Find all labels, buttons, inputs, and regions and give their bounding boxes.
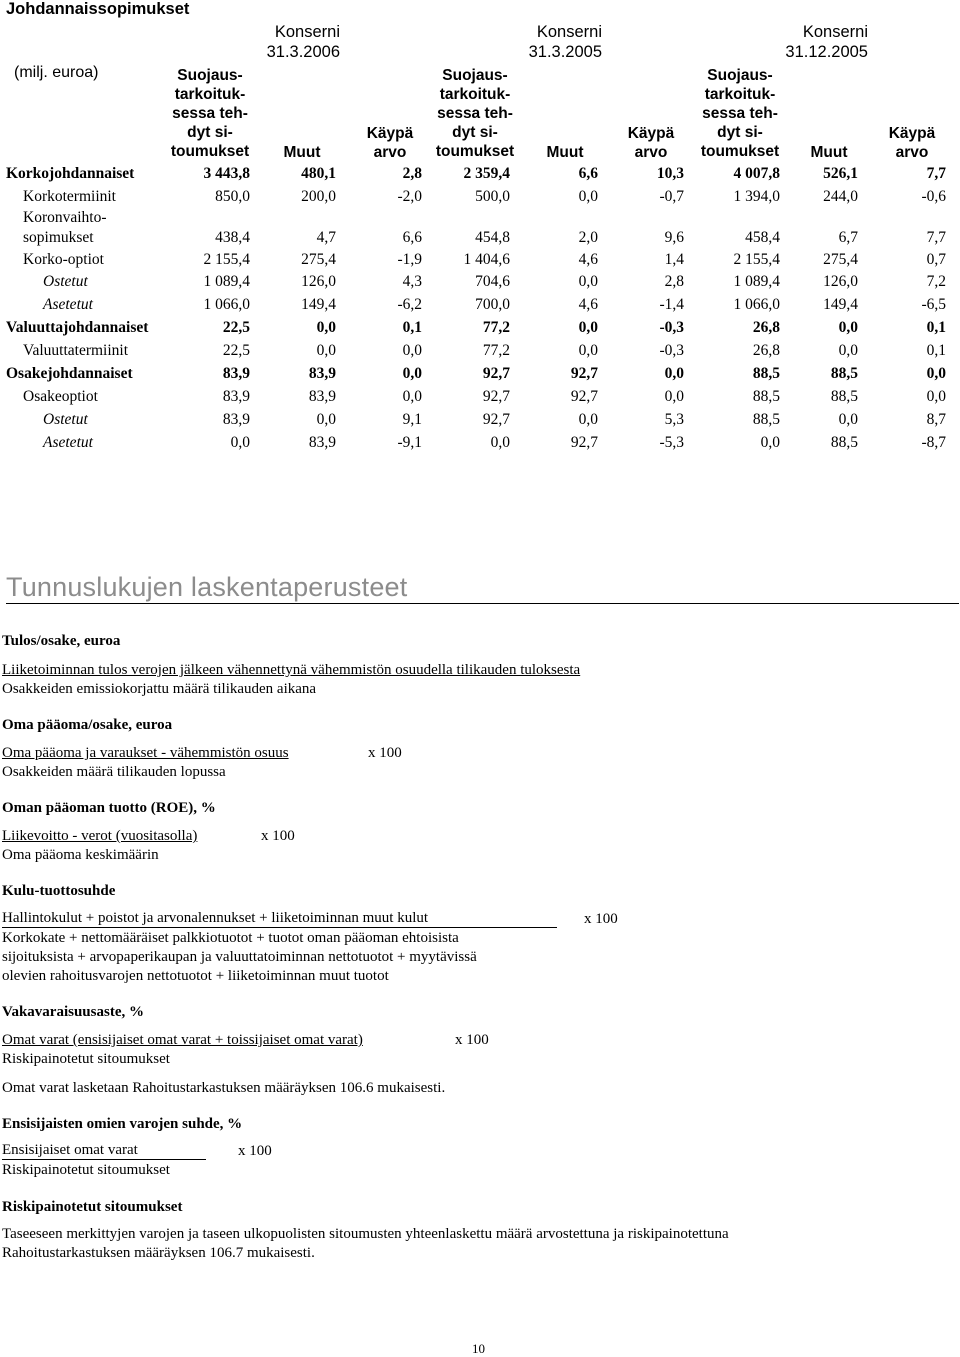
group-header-3	[768, 22, 868, 62]
equity-per-share-heading: Oma pääoma/osake, euroa	[2, 717, 173, 733]
table-cell: 92,7	[482, 365, 510, 382]
group-date: 31.3.2005	[528, 43, 602, 61]
table-cell: 83,9	[222, 411, 250, 428]
table-cell: 149,4	[823, 296, 858, 313]
table-cell: 149,4	[301, 296, 336, 313]
row-label: Asetetut	[43, 296, 93, 313]
table-cell: 1 404,6	[463, 251, 510, 268]
table-cell: 0,0	[926, 388, 946, 405]
table-cell: 4,7	[316, 229, 336, 246]
equity-per-share-numerator: Oma pääoma ja varaukset - vähemmistön osuus	[2, 745, 289, 761]
table-cell: 88,5	[752, 365, 780, 382]
table-cell: 0,0	[838, 411, 858, 428]
table-cell: 6,6	[402, 229, 422, 246]
table-cell: 22,5	[222, 319, 250, 336]
table-cell: 200,0	[301, 188, 336, 205]
table-cell: -5,3	[659, 434, 684, 451]
row-label: Korkotermiinit	[23, 188, 116, 205]
table-cell: 0,1	[402, 319, 422, 336]
table-cell: -9,1	[397, 434, 422, 451]
table-cell: 6,6	[578, 165, 598, 182]
table-cell: 0,0	[316, 342, 336, 359]
table-cell: -0,3	[659, 319, 684, 336]
roe-multiplier: x 100	[261, 828, 295, 844]
table-cell: -6,2	[397, 296, 422, 313]
table-cell: 0,7	[926, 251, 946, 268]
row-label: Korkojohdannaiset	[6, 165, 135, 182]
table-cell: 5,3	[664, 411, 684, 428]
column-header-other: Muut	[546, 144, 584, 161]
tier1-denominator: Riskipainotetut sitoumukset	[2, 1162, 170, 1178]
table-cell: 4,6	[578, 296, 598, 313]
roe-heading: Oman pääoman tuotto (ROE), %	[2, 800, 216, 816]
table-cell: -0,6	[921, 188, 946, 205]
table-cell: -2,0	[397, 188, 422, 205]
table-cell: 4,6	[578, 251, 598, 268]
table-cell: 88,5	[752, 411, 780, 428]
table-cell: 0,0	[664, 365, 684, 382]
table-cell: 850,0	[215, 188, 250, 205]
table-cell: 0,0	[838, 342, 858, 359]
table-cell: -8,7	[921, 434, 946, 451]
table-cell: 92,7	[570, 388, 598, 405]
table-cell: 1 394,0	[733, 188, 780, 205]
table-cell: 1 089,4	[733, 273, 780, 290]
table-cell: 83,9	[308, 365, 336, 382]
column-header-hedging: Suojaus- tarkoituk- sessa teh- dyt si- toumukset	[700, 67, 780, 160]
tier1-multiplier: x 100	[238, 1143, 272, 1159]
table-cell: 0,0	[578, 273, 598, 290]
roe-numerator: Liikevoitto - verot (vuositasolla)	[2, 828, 198, 844]
table-cell: 0,0	[230, 434, 250, 451]
table-cell: 92,7	[482, 388, 510, 405]
table-cell: 0,1	[926, 319, 946, 336]
table-cell: 275,4	[301, 251, 336, 268]
row-label: Osakeoptiot	[23, 388, 98, 405]
table-cell: 0,0	[490, 434, 510, 451]
table-cell: 0,0	[316, 411, 336, 428]
table-cell: 2 359,4	[463, 165, 510, 182]
table-cell: 700,0	[475, 296, 510, 313]
row-label: Asetetut	[43, 434, 93, 451]
eps-heading: Tulos/osake, euroa	[2, 633, 121, 649]
table-cell: 0,0	[316, 319, 336, 336]
table-cell: 9,6	[664, 229, 684, 246]
table-cell: 1 066,0	[733, 296, 780, 313]
table-cell: 0,0	[838, 319, 858, 336]
table-cell: 704,6	[475, 273, 510, 290]
capital-adequacy-heading: Vakavaraisuusaste, %	[2, 1004, 144, 1020]
table-cell: 7,7	[926, 165, 946, 182]
table-cell: 0,1	[926, 342, 946, 359]
group-header-2	[502, 22, 602, 62]
table-cell: 4,3	[402, 273, 422, 290]
table-cell: 126,0	[301, 273, 336, 290]
table-cell: 1 089,4	[203, 273, 250, 290]
table-cell: 526,1	[823, 165, 858, 182]
row-label: sopimukset	[23, 229, 94, 246]
column-header-hedging: Suojaus- tarkoituk- sessa teh- dyt si- toumukset	[170, 67, 250, 160]
row-label: Koronvaihto-	[23, 209, 107, 226]
capital-adequacy-denominator: Riskipainotetut sitoumukset	[2, 1051, 170, 1067]
table-cell: 0,0	[402, 365, 422, 382]
table-cell: 480,1	[301, 165, 336, 182]
capital-adequacy-multiplier: x 100	[455, 1032, 489, 1048]
table-cell: 2 155,4	[203, 251, 250, 268]
group-company: Konserni	[536, 23, 602, 41]
table-cell: 22,5	[222, 342, 250, 359]
table-cell: 88,5	[752, 388, 780, 405]
table-cell: 126,0	[823, 273, 858, 290]
group-date: 31.3.2006	[266, 43, 340, 61]
table-cell: 77,2	[482, 319, 510, 336]
table-cell: 0,0	[578, 342, 598, 359]
unit-label: (milj. euroa)	[14, 64, 99, 81]
capital-adequacy-note: Omat varat lasketaan Rahoitustarkastuksen määräyksen 106.6 mukaisesti.	[2, 1080, 446, 1096]
tier1-numerator: Ensisijaiset omat varat	[2, 1142, 206, 1160]
table-cell: 2,8	[664, 273, 684, 290]
table-cell: 454,8	[475, 229, 510, 246]
column-header-hedging: Suojaus- tarkoituk- sessa teh- dyt si- toumukset	[435, 67, 515, 160]
row-label: Ostetut	[43, 411, 88, 428]
column-header-other: Muut	[810, 144, 848, 161]
group-date: 31.12.2005	[785, 43, 868, 61]
cost-income-multiplier: x 100	[584, 911, 618, 927]
row-label: Valuuttajohdannaiset	[6, 319, 149, 336]
table-cell: 92,7	[482, 411, 510, 428]
eps-numerator: Liiketoiminnan tulos verojen jälkeen vähennettynä vähemmistön osuudella tilikauden tuloksesta	[2, 662, 581, 678]
rwa-text-line: Rahoitustarkastuksen määräyksen 106.7 mukaisesti.	[2, 1245, 315, 1261]
table-cell: 77,2	[482, 342, 510, 359]
row-label: Osakejohdannaiset	[6, 365, 133, 382]
table-cell: 0,0	[926, 365, 946, 382]
column-header-fair-value: Käypä arvo	[366, 125, 414, 161]
table-cell: 2,0	[578, 229, 598, 246]
table-cell: 0,0	[760, 434, 780, 451]
column-header-other: Muut	[283, 144, 321, 161]
section-title: Tunnuslukujen laskentaperusteet	[6, 572, 408, 602]
table-cell: 10,3	[656, 165, 684, 182]
rwa-heading: Riskipainotetut sitoumukset	[2, 1199, 183, 1215]
group-company: Konserni	[802, 23, 868, 41]
row-label: Ostetut	[43, 273, 88, 290]
table-cell: 438,4	[215, 229, 250, 246]
section-divider	[6, 603, 959, 604]
table-cell: 83,9	[222, 365, 250, 382]
table-cell: 0,0	[578, 411, 598, 428]
rwa-text-line: Taseeseen merkittyjen varojen ja taseen ulkopuolisten sitoumusten yhteenlaskettu määrä arvostettuna ja riskipainotettuna	[2, 1226, 729, 1242]
table-cell: 9,1	[402, 411, 422, 428]
table-cell: 83,9	[308, 434, 336, 451]
group-company: Konserni	[274, 23, 340, 41]
table-cell: 2 155,4	[733, 251, 780, 268]
group-header-1	[240, 22, 340, 62]
table-cell: -6,5	[921, 296, 946, 313]
table-cell: 0,0	[578, 188, 598, 205]
table-cell: 0,0	[402, 342, 422, 359]
cost-income-denominator-line: olevien rahoitusvarojen nettotuotot + liiketoiminnan muut tuotot	[2, 968, 389, 984]
table-cell: 7,7	[926, 229, 946, 246]
table-cell: 6,7	[838, 229, 858, 246]
eps-denominator: Osakkeiden emissiokorjattu määrä tilikauden aikana	[2, 681, 317, 697]
table-cell: 1,4	[664, 251, 684, 268]
table-cell: 88,5	[830, 365, 858, 382]
table-cell: 275,4	[823, 251, 858, 268]
cost-income-numerator: Hallintokulut + poistot ja arvonalennukset + liiketoiminnan muut kulut	[2, 910, 557, 928]
table-cell: 83,9	[308, 388, 336, 405]
table-cell: 2,8	[402, 165, 422, 182]
table-cell: 0,0	[578, 319, 598, 336]
row-label: Korko-optiot	[23, 251, 104, 268]
row-label: Valuuttatermiinit	[23, 342, 129, 359]
cost-income-denominator-line: Korkokate + nettomääräiset palkkiotuotot + tuotot oman pääoman ehtoisista	[2, 930, 459, 946]
table-cell: 244,0	[823, 188, 858, 205]
table-cell: -0,7	[659, 188, 684, 205]
table-cell: 1 066,0	[203, 296, 250, 313]
table-cell: 4 007,8	[733, 165, 780, 182]
table-cell: -0,3	[659, 342, 684, 359]
table-cell: -1,4	[659, 296, 684, 313]
table-cell: 88,5	[830, 388, 858, 405]
table-cell: 92,7	[570, 365, 598, 382]
column-header-fair-value: Käypä arvo	[888, 125, 936, 161]
capital-adequacy-numerator: Omat varat (ensisijaiset omat varat + toissijaiset omat varat)	[2, 1032, 363, 1048]
cost-income-heading: Kulu-tuottosuhde	[2, 883, 116, 899]
tier1-heading: Ensisijaisten omien varojen suhde, %	[2, 1116, 243, 1132]
table-cell: 83,9	[222, 388, 250, 405]
table-cell: 26,8	[752, 342, 780, 359]
table-cell: 92,7	[570, 434, 598, 451]
roe-denominator: Oma pääoma keskimäärin	[2, 847, 159, 863]
table-cell: 0,0	[664, 388, 684, 405]
table-cell: 500,0	[475, 188, 510, 205]
equity-per-share-multiplier: x 100	[368, 745, 402, 761]
equity-per-share-denominator: Osakkeiden määrä tilikauden lopussa	[2, 764, 226, 780]
table-cell: 26,8	[752, 319, 780, 336]
column-header-fair-value: Käypä arvo	[627, 125, 675, 161]
table-cell: 7,2	[926, 273, 946, 290]
page-number: 10	[472, 1341, 485, 1356]
table-cell: 3 443,8	[203, 165, 250, 182]
table-cell: 458,4	[745, 229, 780, 246]
table-cell: 0,0	[402, 388, 422, 405]
table-cell: 8,7	[926, 411, 946, 428]
table-cell: -1,9	[397, 251, 422, 268]
page-title: Johdannaissopimukset	[6, 0, 190, 18]
cost-income-denominator-line: sijoituksista + arvopaperikaupan ja valuuttatoiminnan nettotuotot + myytävissä	[2, 949, 477, 965]
table-cell: 88,5	[830, 434, 858, 451]
